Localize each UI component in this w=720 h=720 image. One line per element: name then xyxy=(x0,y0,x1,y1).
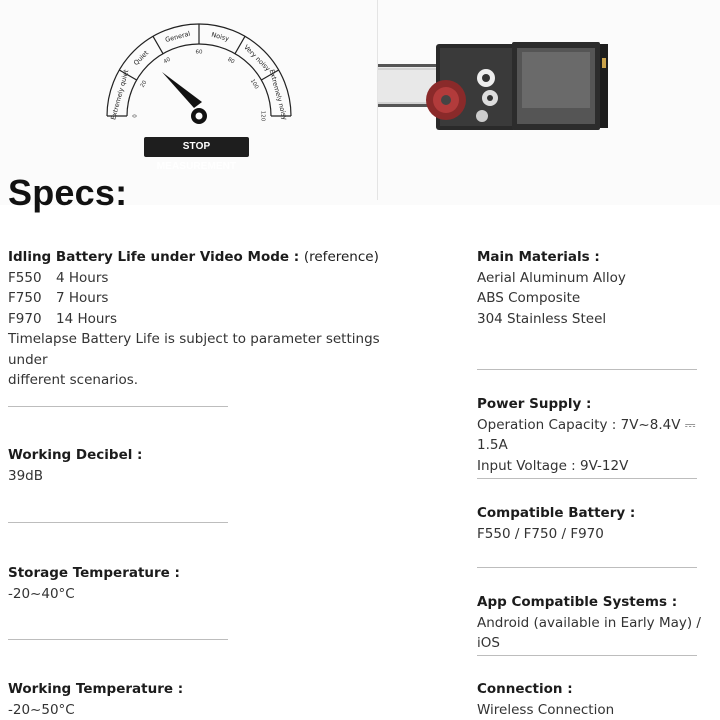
spec-title: Working Temperature : xyxy=(8,681,184,697)
meter-tick-label: 0 xyxy=(132,114,139,118)
battery-row-f550: F550 4 Hours xyxy=(8,269,109,286)
spec-power-supply xyxy=(477,394,720,476)
device-image xyxy=(378,38,610,138)
meter-band-label: Noisy xyxy=(210,30,230,43)
spec-value: -20~40°C xyxy=(8,585,75,602)
specs-heading: Specs: xyxy=(8,172,128,213)
spec-title: Connection : xyxy=(477,681,573,697)
meter-tick-label: 20 xyxy=(139,79,149,89)
spec-title: Compatible Battery : xyxy=(477,505,636,521)
spec-main-materials xyxy=(477,247,626,329)
meter-tick-label: 40 xyxy=(162,56,172,66)
spec-battery-life xyxy=(8,247,408,391)
stop-measurement-button[interactable]: STOP MEASUREMENT xyxy=(144,137,249,157)
battery-note: different scenarios. xyxy=(8,372,139,388)
spec-value: Wireless Connection xyxy=(477,701,615,718)
divider xyxy=(8,639,228,640)
spec-app-compatible-systems xyxy=(477,592,720,654)
battery-note: Timelapse Battery Life is subject to parameter settings under xyxy=(8,331,380,368)
meter-tick-label: 80 xyxy=(226,56,236,66)
spec-working-temperature xyxy=(8,679,183,720)
battery-row-f970: F970 14 Hours xyxy=(8,310,118,327)
meter-needle xyxy=(162,72,207,124)
divider xyxy=(8,522,228,523)
meter-band-label: Quiet xyxy=(131,48,151,68)
spec-title: App Compatible Systems : xyxy=(477,594,678,610)
divider xyxy=(8,406,228,407)
spec-title: Working Decibel : xyxy=(8,447,143,463)
meter-band-label: Extremely quiet xyxy=(109,68,131,121)
spec-title: Storage Temperature : xyxy=(8,565,180,581)
meter-band-label: Very noisy xyxy=(242,43,272,73)
meter-tick-label: 120 xyxy=(259,110,266,122)
meter-band-label: Extremely noisy xyxy=(267,68,289,122)
spec-title: Idling Battery Life under Video Mode : (reference) xyxy=(8,249,379,265)
spec-value: F550 / F750 / F970 xyxy=(477,525,604,542)
spec-title: Main Materials : xyxy=(477,249,600,265)
meter-band-label: General xyxy=(164,29,192,44)
spec-title: Power Supply : xyxy=(477,396,592,412)
spec-connection xyxy=(477,679,614,720)
meter-band-divider xyxy=(153,36,163,53)
meter-band-divider xyxy=(235,36,245,53)
spec-value: Aerial Aluminum Alloy xyxy=(477,269,626,286)
meter-tick-label: 60 xyxy=(195,49,203,56)
spec-value: 39dB xyxy=(8,467,44,484)
divider xyxy=(477,655,697,656)
spec-value: Operation Capacity : 7V~8.4V ⎓ 1.5A xyxy=(477,416,696,453)
spec-value: 304 Stainless Steel xyxy=(477,310,607,327)
spec-storage-temperature xyxy=(8,563,180,604)
spec-value: Input Voltage : 9V-12V xyxy=(477,457,629,474)
spec-value: -20~50°C xyxy=(8,701,75,718)
divider xyxy=(477,369,697,370)
spec-compatible-battery xyxy=(477,503,635,544)
spec-value: Android (available in Early May) / iOS xyxy=(477,614,701,651)
divider xyxy=(477,478,697,479)
battery-row-f750: F750 7 Hours xyxy=(8,290,109,306)
meter-tick-label: 100 xyxy=(248,78,260,91)
divider xyxy=(477,567,697,568)
spec-working-decibel xyxy=(8,445,142,486)
spec-value: ABS Composite xyxy=(477,290,581,306)
